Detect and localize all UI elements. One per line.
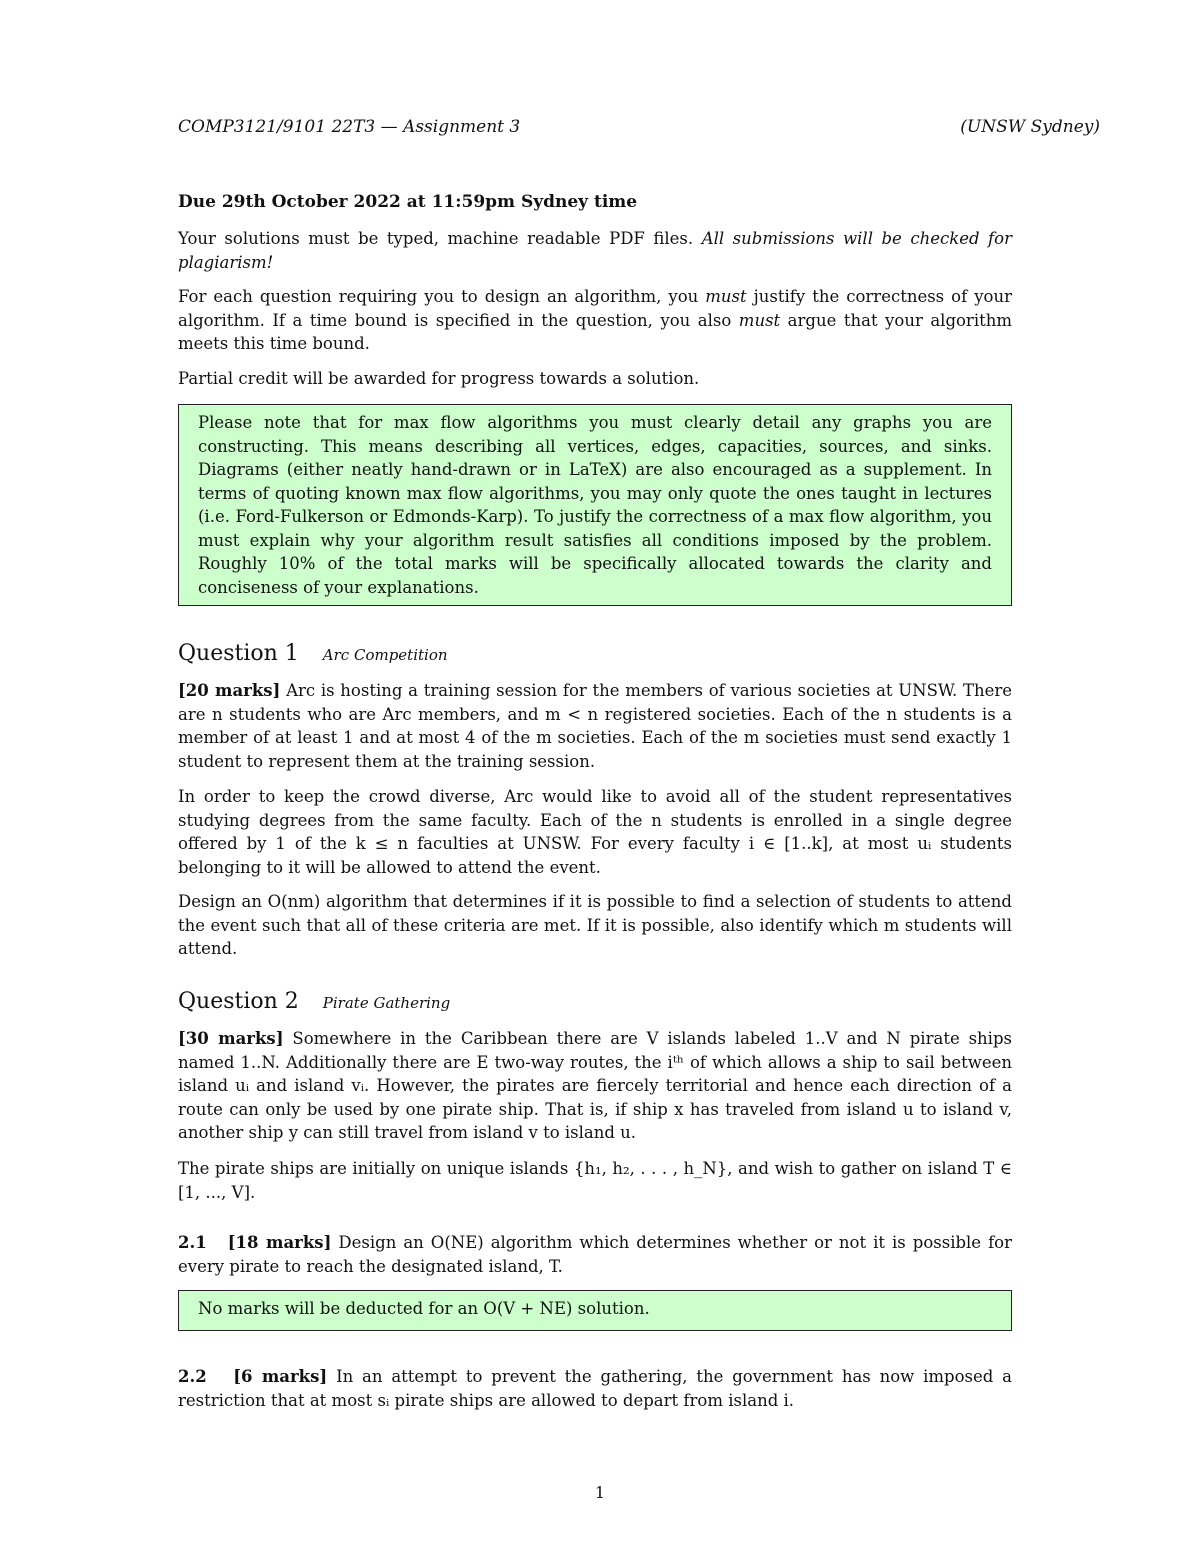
subquestion-2-1-text: Design an O(NE) algorithm which determines whether or not it is possible for every pirate to reach the designated island, T. <box>178 1233 1013 1276</box>
subquestion-2-2-marks: [6 marks] <box>233 1367 328 1386</box>
subquestion-2-1 <box>178 1231 1012 1278</box>
question-1-paragraph-1 <box>178 679 1012 773</box>
intro-p2-must-1: must <box>705 287 747 306</box>
question-1-subtitle: Arc Competition <box>322 646 448 664</box>
subquestion-2-2 <box>178 1365 1012 1412</box>
question-2-subtitle: Pirate Gathering <box>322 994 451 1012</box>
question-2-heading <box>178 989 450 1014</box>
question-2-marks: [30 marks] <box>178 1029 284 1048</box>
question-1-marks: [20 marks] <box>178 681 281 700</box>
intro-p2-must-2: must <box>738 310 781 330</box>
question-2-title: Question 2 <box>178 989 299 1014</box>
no-deduction-note-box: No marks will be deducted for an O(V + NE) solution. <box>178 1290 1012 1331</box>
header-course: COMP3121/9101 22T3 — Assignment 3 <box>178 117 521 137</box>
question-1-paragraph-3: Design an O(nm) algorithm that determines if it is possible to find a selection of students to attend the event such that all of these criteria are met. If it is possible, also identify which m students will attend. <box>178 892 1012 958</box>
intro-paragraph-3: Partial credit will be awarded for progress towards a solution. <box>178 369 700 388</box>
intro-p2-b: justify the correctness of your algorithm. If a time bound is specified in the question, you also <box>178 287 1012 330</box>
question-2-paragraph-2: The pirate ships are initially on unique islands {h₁, h₂, . . . , h_N}, and wish to gather on island T ∈ [1, ..., V]. <box>178 1159 1012 1202</box>
question-2-paragraph-1 <box>178 1027 1012 1145</box>
due-date: Due 29th October 2022 at 11:59pm Sydney time <box>178 192 638 212</box>
plagiarism-warning: All submissions will be checked for plagiarism! <box>178 229 1012 272</box>
subquestion-2-2-text: In an attempt to prevent the gathering, the government has now imposed a restriction that at most sᵢ pirate ships are allowed to depart from island i. <box>178 1367 1012 1410</box>
subquestion-2-1-number: 2.1 <box>178 1233 207 1252</box>
question-1-title: Question 1 <box>178 641 299 666</box>
question-1-heading <box>178 641 448 666</box>
subquestion-2-2-number: 2.2 <box>178 1367 207 1386</box>
question-1-p1-text: Arc is hosting a training session for the members of various societies at UNSW. There are n students who are Arc members, and m < n registered societies. Each of the n students is a member of at least 1 and at most 4 of the m societies. Each of the m societies must send exactly 1 student to represent them at the training session. <box>178 681 1012 771</box>
question-2-p1-text: Somewhere in the Caribbean there are V islands labeled 1..V and N pirate ships named 1..N. Additionally there are E two-way routes, the iᵗʰ of which allows a ship to sail between island uᵢ and island vᵢ. However, the pirates are fiercely territorial and hence each direction of a route can only be used by one pirate ship. That is, if ship x has traveled from island u to island v, another ship y can still travel from island v to island u. <box>178 1029 1012 1142</box>
intro-p2-a: For each question requiring you to design an algorithm, you <box>178 287 699 306</box>
page-number: 1 <box>594 1483 606 1502</box>
intro-p1-text: Your solutions must be typed, machine readable PDF files. <box>178 229 694 248</box>
intro-paragraph-1 <box>178 227 1012 274</box>
header-university: (UNSW Sydney) <box>960 117 1100 137</box>
running-header <box>178 117 1100 137</box>
subquestion-2-1-marks: [18 marks] <box>227 1233 332 1252</box>
question-1-paragraph-2: In order to keep the crowd diverse, Arc would like to avoid all of the student representatives studying degrees from the same faculty. Each of the n students is enrolled in a single degree offered by 1 of the k ≤ n faculties at UNSW. For every faculty i ∈ [1..k], at most uᵢ students belonging to it will be allowed to attend the event. <box>178 787 1012 877</box>
intro-paragraph-2 <box>178 285 1012 356</box>
max-flow-note-box: Please note that for max flow algorithms you must clearly detail any graphs you are constructing. This means describing all vertices, edges, capacities, sources, and sinks. Diagrams (either neatly hand-drawn or in LaTeX) are also encouraged as a supplement. In terms of quoting known max flow algorithms, you may only quote the ones taught in lectures (i.e. Ford-Fulkerson or Edmonds-Karp). To justify the correctness of a max flow algorithm, you must explain why your algorithm result satisfies all conditions imposed by the problem. Roughly 10% of the total marks will be specifically allocated towards the clarity and conciseness of your explanations. <box>178 404 1012 606</box>
intro-p2-c: argue that your algorithm meets this time bound. <box>178 310 1013 353</box>
